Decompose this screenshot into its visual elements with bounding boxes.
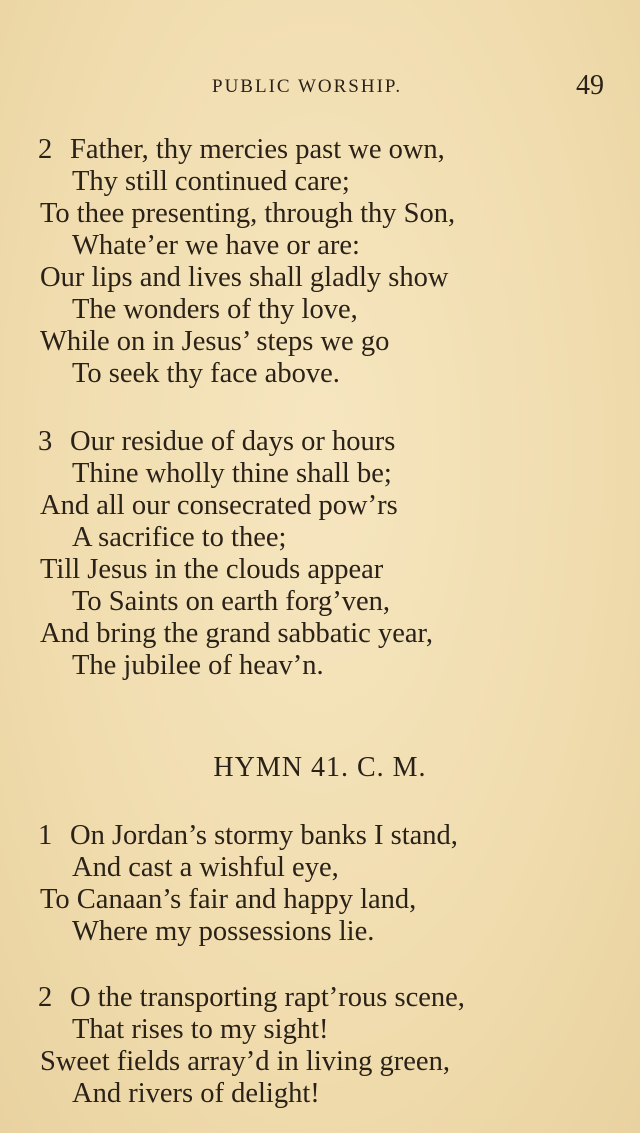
verse-line: To Saints on earth forg’ven, (72, 586, 391, 617)
hymn-heading: HYMN 41. C. M. (213, 752, 427, 783)
stanza-number: 2 (38, 982, 53, 1013)
verse-line: That rises to my sight! (72, 1014, 329, 1045)
stanza-number: 3 (38, 426, 53, 457)
verse-line: Our lips and lives shall gladly show (40, 262, 449, 293)
verse-line: Our residue of days or hours (70, 426, 396, 457)
verse-line: The wonders of thy love, (72, 294, 358, 325)
verse-line: Thy still continued care; (72, 166, 350, 197)
verse-line: Where my possessions lie. (72, 916, 375, 947)
running-title: PUBLIC WORSHIP. (212, 76, 403, 97)
verse-line: And cast a wishful eye, (72, 852, 339, 883)
page-header (0, 70, 640, 110)
verse-line: A sacrifice to thee; (72, 522, 287, 553)
verse-line: And rivers of delight! (72, 1078, 320, 1109)
verse-line: And bring the grand sabbatic year, (40, 618, 433, 649)
verse-line: Thine wholly thine shall be; (72, 458, 392, 489)
verse-line: The jubilee of heav’n. (72, 650, 324, 681)
verse-line: To seek thy face above. (72, 358, 340, 389)
verse-line: Whate’er we have or are: (72, 230, 360, 261)
verse-line: O the transporting rapt’rous scene, (70, 982, 465, 1013)
verse-line: While on in Jesus’ steps we go (40, 326, 390, 357)
verse-line: Till Jesus in the clouds appear (40, 554, 384, 585)
verse-line: Father, thy mercies past we own, (70, 134, 445, 165)
verse-line: To thee presenting, through thy Son, (40, 198, 456, 229)
page-number: 49 (576, 70, 604, 101)
verse-line: To Canaan’s fair and happy land, (40, 884, 417, 915)
verse-line: Sweet fields array’d in living green, (40, 1046, 450, 1077)
stanza-number: 2 (38, 134, 53, 165)
stanza-number: 1 (38, 820, 53, 851)
verse-line: And all our consecrated pow’rs (40, 490, 398, 521)
verse-line: On Jordan’s stormy banks I stand, (70, 820, 458, 851)
